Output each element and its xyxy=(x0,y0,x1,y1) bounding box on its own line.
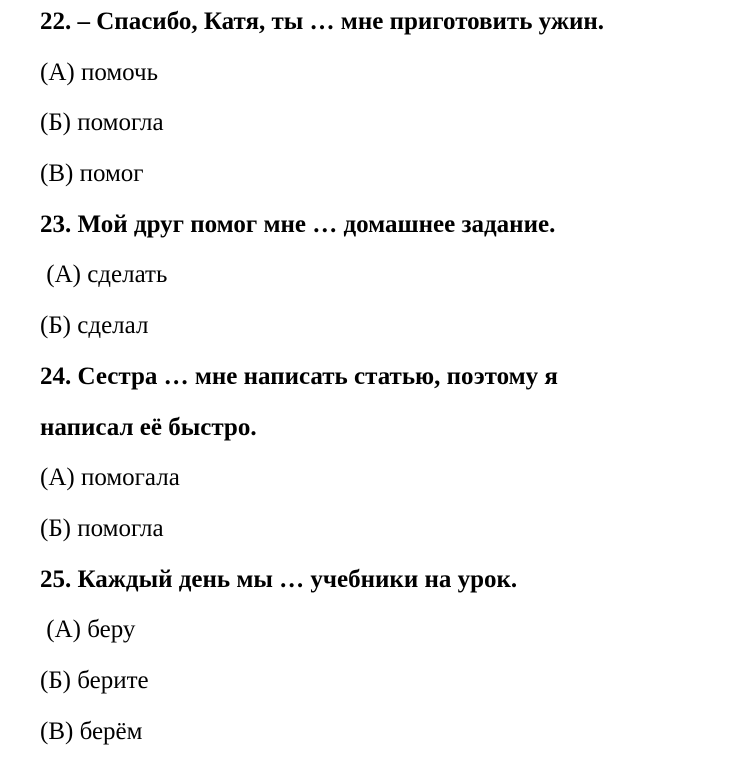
question-22 xyxy=(40,0,730,200)
question-text-continued: написал её быстро. xyxy=(40,413,257,441)
question-24 xyxy=(40,352,730,555)
option-a: (А) помогала xyxy=(40,464,180,492)
option-c: (В) берём xyxy=(40,717,143,745)
question-text: 22. – Спасибо, Катя, ты … мне приготовить ужин. xyxy=(40,8,605,35)
question-23 xyxy=(40,200,730,352)
question-text: 23. Мой друг помог мне … домашнее задание. xyxy=(40,210,556,238)
option-a: (А) сделать xyxy=(40,261,168,289)
option-b: (Б) помогла xyxy=(40,514,164,542)
option-c: (В) помог xyxy=(40,160,144,188)
exercise-document xyxy=(40,0,730,757)
option-b: (Б) помогла xyxy=(40,109,164,137)
question-text: 25. Каждый день мы … учебники на урок. xyxy=(40,565,518,593)
question-25 xyxy=(40,555,730,758)
option-a: (А) помочь xyxy=(40,58,159,86)
question-text: 24. Сестра … мне написать статью, поэтому я xyxy=(40,362,558,390)
option-b: (Б) берите xyxy=(40,666,149,694)
option-b: (Б) сделал xyxy=(40,312,149,340)
option-a: (А) беру xyxy=(40,616,136,644)
